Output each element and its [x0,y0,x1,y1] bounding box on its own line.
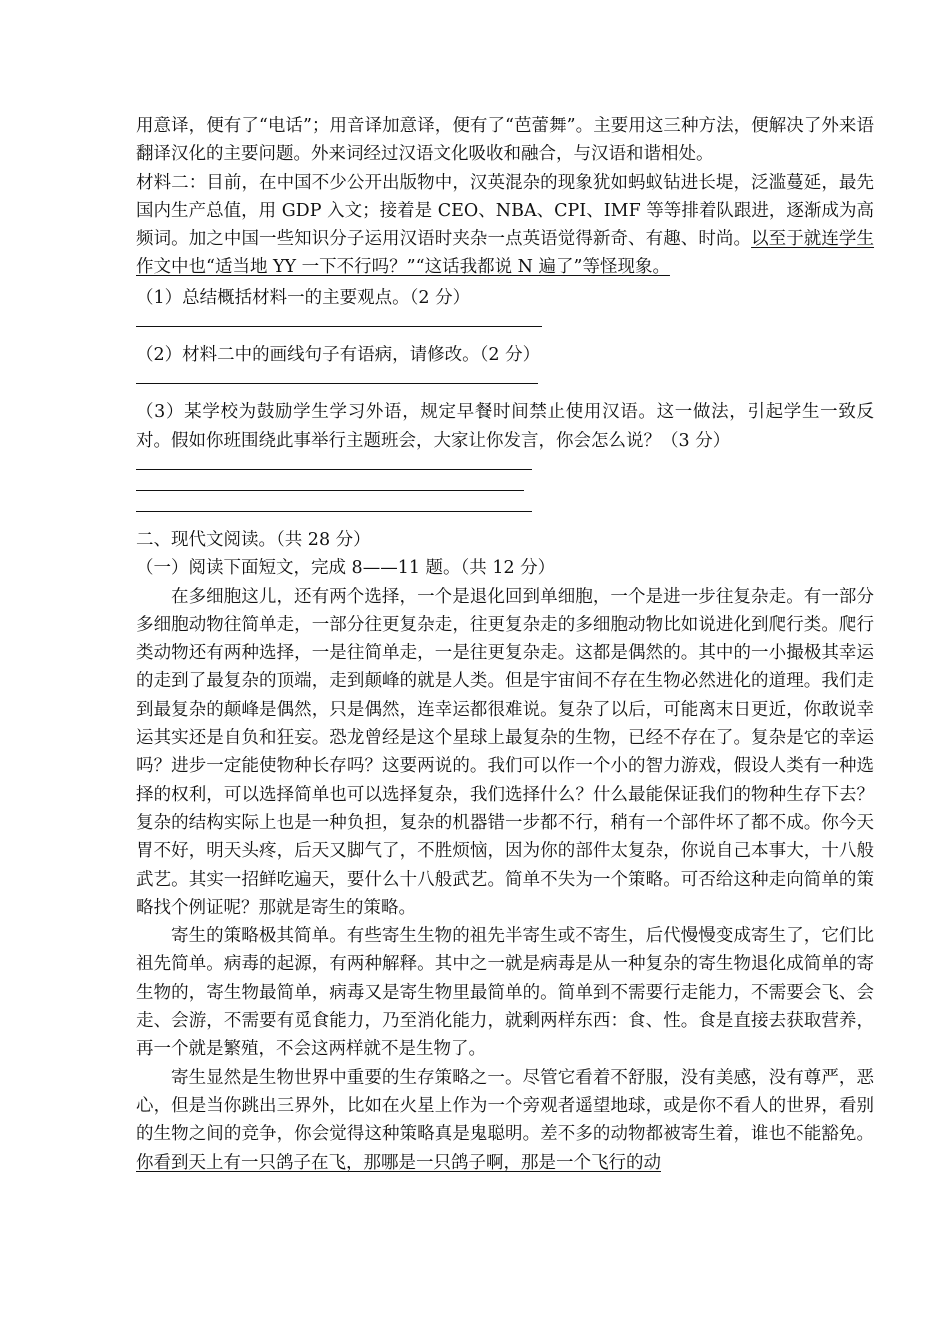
section-title: 二、现代文阅读。（共 28 分） [136,529,371,550]
passage-paragraph-3 [136,1064,874,1177]
passage-paragraph-3-text: 寄生显然是生物世界中重要的生存策略之一。尽管它看着不舒服，没有美感，没有尊严，恶心，但是当你跳出三界外，比如在火星上作为一个旁观者遥望地球，或是你不看人的世界，看别的生物之间的竞争，你会觉得这种策略真是鬼聪明。差不多的动物都被寄生着，谁也不能豁免。 [136,1067,874,1145]
section-subtitle: （一）阅读下面短文，完成 8——11 题。（共 12 分） [136,558,556,579]
passage-paragraph-1: 在多细胞这儿，还有两个选择，一个是退化回到单细胞，一个是进一步往复杂走。有一部分多细胞动物往简单走，一部分往更复杂走，往更复杂走的多细胞动物比如说进化到爬行类。爬行类动物还有两种选择，一是往简单走，一是往更复杂走。这都是偶然的。其中的一小撮极其幸运的走到了最复杂的顶端，走到颠峰的就是人类。但是宇宙间不存在生物必然进化的道理。我们走到最复杂的颠峰是偶然，只是偶然，连幸运都很难说。复杂了以后，可能离末日更近，你敢说幸运其实还是自负和狂妄。恐龙曾经是这个星球上最复杂的生物，已经不存在了。复杂是它的幸运吗？进步一定能使物种长存吗？这要两说的。我们可以作一个小的智力游戏，假设人类有一种选择的权利，可以选择简单也可以选择复杂，我们选择什么？什么最能保证我们的物种生存下去？复杂的结构实际上也是一种负担，复杂的机器错一步都不行，稍有一个部件坏了都不成。你今天胃不好，明天头疼，后天又脚气了，不胜烦恼，因为你的部件太复杂，你说自己本事大，十八般武艺。其实一招鲜吃遍天，要什么十八般武艺。简单不失为一个策略。可否给这种走向简单的策略找个例证呢？那就是寄生的策略。 [136,586,874,918]
answer-line-q3-2[interactable] [136,476,524,491]
question-1: （1）总结概括材料一的主要观点。（2 分） [136,287,471,308]
question-2: （2）材料二中的画线句子有语病，请修改。（2 分） [136,345,541,366]
material-one-ending [136,112,874,169]
material-two [136,169,874,282]
document-page [136,112,874,1177]
question-3: （3）某学校为鼓励学生学习外语，规定早餐时间禁止使用汉语。这一做法，引起学生一致反对。假如你班围绕此事举行主题班会，大家让你发言，你会怎么说？（3 分） [136,402,874,451]
passage-underlined-sentence: 你看到天上有一只鸽子在飞，那哪是一只鸽子啊，那是一个飞行的动 [136,1152,661,1173]
passage-paragraph-2: 寄生的策略极其简单。有些寄生生物的祖先半寄生或不寄生，后代慢慢变成寄生了，它们比祖先简单。病毒的起源，有两种解释。其中之一就是病毒是从一种复杂的寄生物退化成简单的寄生物的，寄生物最简单，病毒又是寄生物里最简单的。简单到不需要行走能力，不需要会飞、会走、会游，不需要有觅食能力，乃至消化能力，就剩两样东西：食、性。食是直接去获取营养，再一个就是繁殖，不会这两样就不是生物了。 [136,926,874,1060]
material-one-text: 用意译，便有了“电话”；用音译加意译，便有了“芭蕾舞”。主要用这三种方法，便解决了外来语翻译汉化的主要问题。外来词经过汉语文化吸收和融合，与汉语和谐相处。 [136,116,874,165]
answer-line-q2[interactable] [136,369,538,384]
material-two-underlined-sentence: 以至于就连学生作文中也“适当地 YY 一下不行吗？”“这话我都说 N 遍了”等怪现象。 [136,229,875,278]
material-two-text: 材料二：目前，在中国不少公开出版物中，汉英混杂的现象犹如蚂蚁钻进长堤，泛滥蔓延，最先国内生产总值，用 GDP 入文；接着是 CEO、NBA、CPI、IMF 等等排着队跟进，逐渐成为高频词。加之中国一些知识分子运用汉语时夹杂一点英语觉得新奇、有趣、时尚。 [136,172,874,250]
answer-line-q1[interactable] [136,312,542,327]
answer-line-q3-1[interactable] [136,455,532,470]
answer-line-q3-3[interactable] [136,497,532,512]
